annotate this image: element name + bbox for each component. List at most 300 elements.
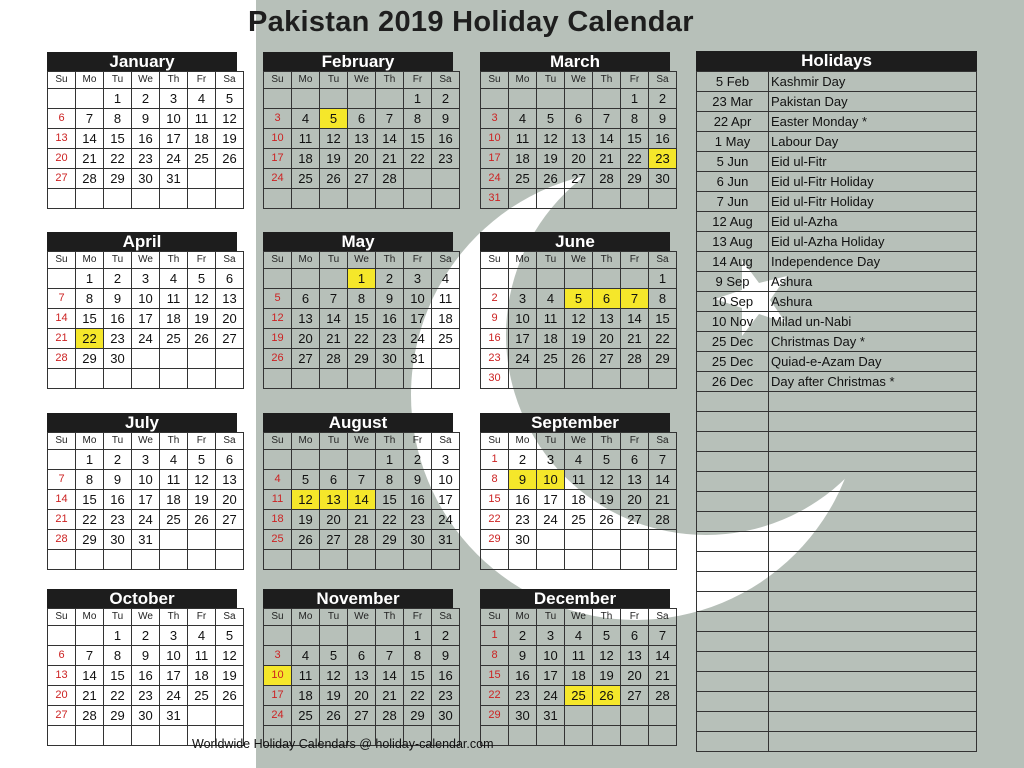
empty-day-cell — [509, 269, 537, 289]
month-grid — [47, 608, 244, 746]
weekday-label: Th — [376, 252, 404, 269]
month-name: June — [480, 232, 670, 251]
week-row — [264, 129, 460, 149]
day-cell: 15 — [104, 666, 132, 686]
day-cell: 5 — [593, 450, 621, 470]
day-cell: 27 — [292, 349, 320, 369]
empty-day-cell — [76, 726, 104, 746]
holiday-row — [697, 432, 977, 452]
day-cell: 1 — [104, 89, 132, 109]
day-cell: 28 — [649, 510, 677, 530]
day-cell: 4 — [188, 89, 216, 109]
empty-day-cell — [48, 369, 76, 389]
day-cell: 25 — [264, 530, 292, 550]
day-cell: 20 — [216, 309, 244, 329]
holiday-row — [697, 112, 977, 132]
day-cell: 14 — [48, 309, 76, 329]
day-cell: 31 — [481, 189, 509, 209]
empty-day-cell — [565, 369, 593, 389]
day-cell: 19 — [216, 129, 244, 149]
day-cell: 16 — [432, 129, 460, 149]
day-cell: 30 — [649, 169, 677, 189]
day-cell: 26 — [593, 510, 621, 530]
day-cell: 5 — [320, 646, 348, 666]
week-row — [264, 289, 460, 309]
day-cell: 16 — [132, 666, 160, 686]
day-cell: 2 — [104, 269, 132, 289]
day-cell: 28 — [320, 349, 348, 369]
day-cell: 27 — [565, 169, 593, 189]
day-cell: 2 — [132, 89, 160, 109]
month-name: October — [47, 589, 237, 608]
day-cell: 27 — [216, 329, 244, 349]
day-cell: 7 — [649, 626, 677, 646]
month-grid — [480, 251, 677, 389]
day-cell: 7 — [76, 646, 104, 666]
weekday-label: Mo — [292, 72, 320, 89]
holiday-name — [769, 432, 977, 452]
weekday-label: Tu — [537, 72, 565, 89]
holiday-row — [697, 672, 977, 692]
weekday-label: Sa — [216, 609, 244, 626]
holiday-date: 23 Mar — [697, 92, 769, 112]
day-cell: 11 — [565, 646, 593, 666]
day-cell: 10 — [160, 109, 188, 129]
week-row — [264, 626, 460, 646]
week-row — [48, 490, 244, 510]
empty-day-cell — [48, 626, 76, 646]
empty-day-cell — [593, 369, 621, 389]
day-cell: 8 — [76, 289, 104, 309]
empty-day-cell — [348, 369, 376, 389]
empty-day-cell — [432, 169, 460, 189]
day-cell: 30 — [481, 369, 509, 389]
day-cell: 5 — [216, 626, 244, 646]
day-cell: 23 — [509, 686, 537, 706]
day-cell: 7 — [621, 289, 649, 309]
day-cell: 20 — [216, 490, 244, 510]
empty-day-cell — [404, 369, 432, 389]
week-row — [481, 450, 677, 470]
holiday-row — [697, 92, 977, 112]
weekday-label: Sa — [432, 72, 460, 89]
holiday-date — [697, 712, 769, 732]
empty-day-cell — [320, 269, 348, 289]
weekday-label: Fr — [621, 72, 649, 89]
empty-day-cell — [264, 269, 292, 289]
day-cell: 14 — [649, 646, 677, 666]
day-cell: 18 — [509, 149, 537, 169]
day-cell: 11 — [292, 666, 320, 686]
empty-day-cell — [104, 189, 132, 209]
week-row — [264, 329, 460, 349]
weekday-label: We — [132, 609, 160, 626]
day-cell: 19 — [292, 510, 320, 530]
day-cell: 6 — [292, 289, 320, 309]
empty-day-cell — [404, 189, 432, 209]
empty-day-cell — [132, 349, 160, 369]
holiday-name — [769, 692, 977, 712]
holiday-date — [697, 632, 769, 652]
day-cell: 7 — [348, 470, 376, 490]
empty-day-cell — [264, 450, 292, 470]
day-cell: 27 — [348, 706, 376, 726]
empty-day-cell — [649, 189, 677, 209]
month-july — [47, 413, 237, 570]
empty-day-cell — [132, 189, 160, 209]
empty-day-cell — [264, 550, 292, 570]
empty-day-cell — [593, 89, 621, 109]
day-cell: 6 — [621, 450, 649, 470]
day-cell: 20 — [565, 149, 593, 169]
holiday-row — [697, 272, 977, 292]
holiday-name — [769, 592, 977, 612]
holiday-row — [697, 732, 977, 752]
day-cell: 12 — [264, 309, 292, 329]
day-cell: 4 — [160, 450, 188, 470]
empty-day-cell — [188, 169, 216, 189]
day-cell: 20 — [348, 149, 376, 169]
holiday-name: Labour Day — [769, 132, 977, 152]
empty-day-cell — [376, 550, 404, 570]
month-name: January — [47, 52, 237, 71]
empty-day-cell — [348, 89, 376, 109]
day-cell: 5 — [565, 289, 593, 309]
holiday-date — [697, 612, 769, 632]
holiday-date: 1 May — [697, 132, 769, 152]
empty-day-cell — [593, 706, 621, 726]
empty-day-cell — [537, 269, 565, 289]
day-cell: 2 — [509, 626, 537, 646]
day-cell: 3 — [132, 450, 160, 470]
holiday-date: 7 Jun — [697, 192, 769, 212]
weekday-label: We — [565, 252, 593, 269]
empty-day-cell — [376, 369, 404, 389]
holiday-date: 5 Feb — [697, 72, 769, 92]
day-cell: 2 — [649, 89, 677, 109]
holiday-name: Christmas Day * — [769, 332, 977, 352]
day-cell: 25 — [160, 510, 188, 530]
month-grid — [47, 251, 244, 389]
day-cell: 10 — [264, 129, 292, 149]
day-cell: 14 — [348, 490, 376, 510]
day-cell: 9 — [432, 109, 460, 129]
day-cell: 9 — [376, 289, 404, 309]
holiday-name: Quiad-e-Azam Day — [769, 352, 977, 372]
week-row — [264, 706, 460, 726]
day-cell: 18 — [565, 490, 593, 510]
day-cell: 7 — [48, 470, 76, 490]
day-cell: 12 — [292, 490, 320, 510]
holiday-name: Eid ul-Azha — [769, 212, 977, 232]
empty-day-cell — [432, 349, 460, 369]
empty-day-cell — [593, 550, 621, 570]
weekday-label: Th — [593, 72, 621, 89]
day-cell: 8 — [481, 646, 509, 666]
day-cell: 27 — [48, 169, 76, 189]
day-cell: 11 — [292, 129, 320, 149]
weekday-label: Mo — [509, 433, 537, 450]
holiday-date: 5 Jun — [697, 152, 769, 172]
empty-day-cell — [48, 450, 76, 470]
week-row — [481, 666, 677, 686]
day-cell: 14 — [621, 309, 649, 329]
day-cell: 8 — [621, 109, 649, 129]
month-december — [480, 589, 670, 746]
day-cell: 21 — [376, 149, 404, 169]
weekday-label: Tu — [537, 433, 565, 450]
empty-day-cell — [565, 726, 593, 746]
empty-day-cell — [621, 269, 649, 289]
holiday-row — [697, 552, 977, 572]
holiday-date — [697, 392, 769, 412]
day-cell: 29 — [376, 530, 404, 550]
day-cell: 23 — [404, 510, 432, 530]
empty-day-cell — [104, 726, 132, 746]
empty-day-cell — [481, 89, 509, 109]
holiday-row — [697, 172, 977, 192]
empty-day-cell — [593, 530, 621, 550]
weekday-label: Mo — [292, 609, 320, 626]
holiday-row — [697, 312, 977, 332]
day-cell: 17 — [432, 490, 460, 510]
day-cell: 27 — [216, 510, 244, 530]
day-cell: 25 — [188, 149, 216, 169]
weekday-label: Fr — [404, 433, 432, 450]
day-cell: 5 — [537, 109, 565, 129]
day-cell: 3 — [537, 450, 565, 470]
weekday-label: Sa — [216, 252, 244, 269]
day-cell: 25 — [565, 686, 593, 706]
week-row — [481, 646, 677, 666]
holiday-date — [697, 452, 769, 472]
month-grid — [480, 432, 677, 570]
empty-day-cell — [104, 369, 132, 389]
day-cell: 24 — [160, 149, 188, 169]
day-cell: 21 — [320, 329, 348, 349]
day-cell: 30 — [104, 530, 132, 550]
empty-day-cell — [76, 189, 104, 209]
weekday-label: Th — [160, 433, 188, 450]
holiday-date — [697, 492, 769, 512]
day-cell: 30 — [509, 530, 537, 550]
day-cell: 20 — [593, 329, 621, 349]
holiday-name: Independence Day — [769, 252, 977, 272]
holiday-date — [697, 412, 769, 432]
day-cell: 16 — [649, 129, 677, 149]
week-row — [48, 89, 244, 109]
holiday-date — [697, 592, 769, 612]
day-cell: 3 — [160, 626, 188, 646]
day-cell: 24 — [537, 510, 565, 530]
day-cell: 6 — [593, 289, 621, 309]
empty-day-cell — [132, 726, 160, 746]
week-row — [481, 470, 677, 490]
day-cell: 19 — [320, 149, 348, 169]
week-row — [48, 329, 244, 349]
weekday-label: We — [132, 433, 160, 450]
day-cell: 10 — [537, 646, 565, 666]
day-cell: 6 — [565, 109, 593, 129]
day-cell: 18 — [188, 129, 216, 149]
empty-day-cell — [292, 626, 320, 646]
day-cell: 6 — [348, 646, 376, 666]
weekday-label: Th — [376, 433, 404, 450]
empty-day-cell — [621, 726, 649, 746]
empty-day-cell — [432, 369, 460, 389]
day-cell: 12 — [320, 129, 348, 149]
weekday-label: Su — [264, 252, 292, 269]
week-row — [481, 189, 677, 209]
day-cell: 11 — [509, 129, 537, 149]
day-cell: 19 — [188, 309, 216, 329]
day-cell: 9 — [404, 470, 432, 490]
empty-day-cell — [621, 530, 649, 550]
day-cell: 24 — [132, 510, 160, 530]
day-cell: 10 — [537, 470, 565, 490]
weekday-label: Tu — [104, 72, 132, 89]
weekday-label: We — [348, 609, 376, 626]
empty-day-cell — [404, 550, 432, 570]
day-cell: 13 — [216, 470, 244, 490]
week-row — [264, 89, 460, 109]
day-cell: 22 — [481, 510, 509, 530]
week-row — [264, 450, 460, 470]
day-cell: 23 — [376, 329, 404, 349]
week-row — [48, 309, 244, 329]
day-cell: 2 — [132, 626, 160, 646]
holiday-date — [697, 572, 769, 592]
day-cell: 2 — [404, 450, 432, 470]
weekday-label: Mo — [292, 252, 320, 269]
holiday-date — [697, 532, 769, 552]
month-may — [263, 232, 453, 389]
day-cell: 29 — [76, 349, 104, 369]
holiday-row — [697, 572, 977, 592]
month-grid — [263, 432, 460, 570]
weekday-label: Fr — [188, 72, 216, 89]
day-cell: 12 — [188, 289, 216, 309]
day-cell: 19 — [593, 666, 621, 686]
empty-day-cell — [48, 269, 76, 289]
day-cell: 20 — [292, 329, 320, 349]
month-name: December — [480, 589, 670, 608]
day-cell: 13 — [48, 129, 76, 149]
holiday-row — [697, 192, 977, 212]
day-cell: 3 — [432, 450, 460, 470]
day-cell: 18 — [188, 666, 216, 686]
day-cell: 7 — [593, 109, 621, 129]
day-cell: 28 — [376, 169, 404, 189]
day-cell: 30 — [509, 706, 537, 726]
month-october — [47, 589, 237, 746]
day-cell: 16 — [432, 666, 460, 686]
empty-day-cell — [649, 369, 677, 389]
day-cell: 25 — [292, 169, 320, 189]
holiday-row — [697, 512, 977, 532]
empty-day-cell — [216, 369, 244, 389]
week-row — [264, 149, 460, 169]
holiday-row — [697, 152, 977, 172]
holiday-name — [769, 532, 977, 552]
week-row — [481, 369, 677, 389]
empty-day-cell — [509, 369, 537, 389]
day-cell: 2 — [509, 450, 537, 470]
empty-day-cell — [509, 550, 537, 570]
week-row — [264, 309, 460, 329]
holiday-row — [697, 492, 977, 512]
day-cell: 14 — [320, 309, 348, 329]
weekday-label: Su — [264, 72, 292, 89]
day-cell: 1 — [376, 450, 404, 470]
holiday-date — [697, 692, 769, 712]
day-cell: 29 — [404, 706, 432, 726]
weekday-label: Mo — [76, 252, 104, 269]
day-cell: 10 — [132, 289, 160, 309]
holiday-row — [697, 412, 977, 432]
day-cell: 12 — [188, 470, 216, 490]
week-row — [264, 269, 460, 289]
day-cell: 8 — [404, 109, 432, 129]
day-cell: 14 — [376, 129, 404, 149]
day-cell: 11 — [432, 289, 460, 309]
holiday-name — [769, 412, 977, 432]
day-cell: 16 — [104, 490, 132, 510]
holiday-name: Ashura — [769, 292, 977, 312]
empty-day-cell — [264, 626, 292, 646]
day-cell: 8 — [104, 109, 132, 129]
month-march — [480, 52, 670, 209]
day-cell: 29 — [76, 530, 104, 550]
holiday-row — [697, 612, 977, 632]
day-cell: 21 — [593, 149, 621, 169]
empty-day-cell — [292, 269, 320, 289]
day-cell: 15 — [76, 309, 104, 329]
weekday-label: Tu — [104, 609, 132, 626]
weekday-label: Su — [48, 72, 76, 89]
weekday-label: Sa — [432, 252, 460, 269]
empty-day-cell — [565, 550, 593, 570]
empty-day-cell — [565, 269, 593, 289]
day-cell: 4 — [565, 450, 593, 470]
day-cell: 28 — [348, 530, 376, 550]
weekday-label: Th — [376, 609, 404, 626]
day-cell: 1 — [621, 89, 649, 109]
week-row — [48, 530, 244, 550]
day-cell: 3 — [264, 109, 292, 129]
day-cell: 31 — [160, 169, 188, 189]
empty-day-cell — [264, 369, 292, 389]
holiday-row — [697, 632, 977, 652]
weekday-label: Fr — [404, 252, 432, 269]
day-cell: 14 — [76, 129, 104, 149]
day-cell: 6 — [48, 109, 76, 129]
day-cell: 23 — [509, 510, 537, 530]
day-cell: 20 — [621, 490, 649, 510]
empty-day-cell — [320, 450, 348, 470]
empty-day-cell — [537, 726, 565, 746]
day-cell: 25 — [537, 349, 565, 369]
day-cell: 6 — [348, 109, 376, 129]
day-cell: 18 — [292, 686, 320, 706]
month-september — [480, 413, 670, 570]
week-row — [264, 510, 460, 530]
day-cell: 6 — [320, 470, 348, 490]
day-cell: 28 — [76, 706, 104, 726]
weekday-label: Tu — [537, 252, 565, 269]
weekday-label: Th — [160, 609, 188, 626]
week-row — [481, 309, 677, 329]
